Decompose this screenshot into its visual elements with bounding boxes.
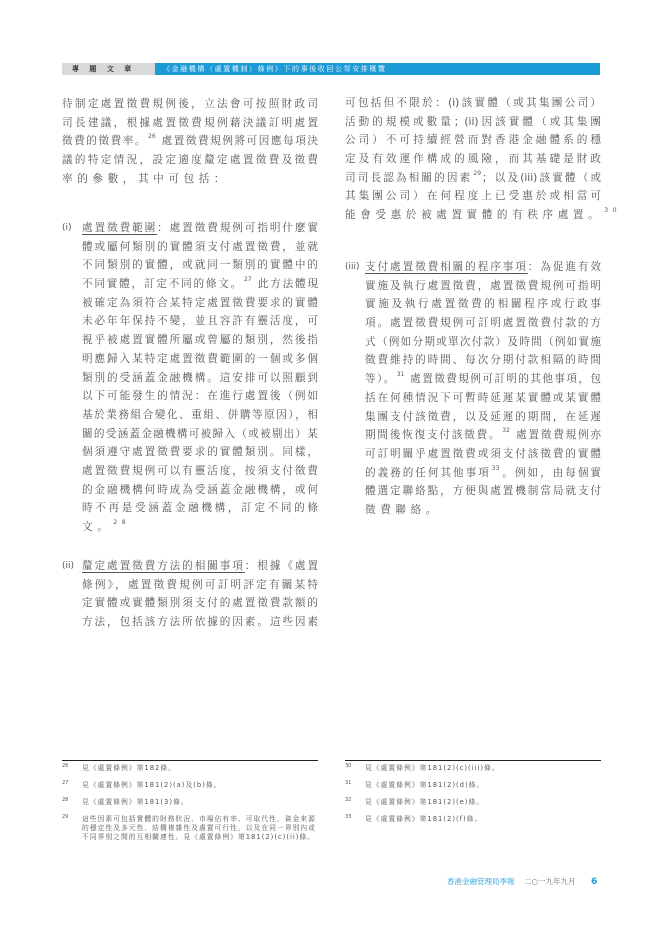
text-line [365, 445, 601, 464]
text-line [345, 206, 622, 225]
line-text: 類別的受涵蓋金融機構。這安排可以照顧到 [82, 371, 318, 384]
line-text: ：為促進有效 [527, 261, 602, 273]
line-text: 關的受涵蓋金融機構可被歸入（或被剔出）某 [82, 427, 318, 440]
footnote [345, 815, 601, 824]
text-line [82, 576, 318, 595]
item-heading: 釐定處置徵費方法的相關事項 [82, 560, 245, 572]
line-text: 括在何種情況下可暫時延遲某實體或某實體 [365, 391, 601, 404]
footnote-ref: 29 [473, 169, 482, 177]
section-tag: 專 題 文 章 [62, 63, 155, 75]
text-line [365, 482, 601, 501]
line-text: 實施及執行處置徵費的相關程序或行政事 [365, 298, 601, 311]
text-line [82, 406, 318, 425]
text-line [82, 594, 318, 613]
footnote-ref: 31 [396, 371, 405, 379]
item-label: (i) [62, 223, 72, 233]
line-text: 式（例如分期或單次付款）及時間（例如實施 [365, 335, 601, 348]
text-line [82, 350, 318, 369]
line-text: 公司）不可持續經營而對香港金融體系的穩 [345, 134, 601, 147]
text-line [82, 443, 318, 462]
line-text: 方法，包括該方法所依據的因素。這些因素 [82, 616, 318, 629]
line-text: 體選定聯絡點，方便與處置機制當局就支付 [365, 485, 601, 498]
line-text: 活動的規模或數量；(ii)因該實體（或其集團 [345, 115, 601, 128]
text-line [365, 389, 601, 408]
text-line [82, 387, 318, 406]
line-text: 能會受惠於被處置實體的有秩序處置。 [345, 209, 604, 222]
line-text: 以下可能發生的情況：在進行處置後（例如 [82, 390, 318, 403]
text-line [82, 238, 318, 257]
text-line [82, 462, 318, 481]
text-line [365, 333, 601, 352]
footnote [62, 764, 318, 773]
text-line [82, 369, 318, 388]
text-line [365, 351, 601, 370]
footnote-number: 31 [345, 780, 352, 786]
line-text: ；以及(iii)該實體（或 [482, 171, 601, 184]
text-line [365, 295, 601, 314]
line-text: 個須遵守處置徵費要求的實體類別。同樣， [82, 446, 318, 459]
footnote [345, 781, 601, 790]
footnote-text: 見《處置條例》第181(2)(c)(iii)條。 [365, 764, 500, 772]
line-text: 定實體或實體類別須支付的處置徵費款額的 [82, 597, 318, 610]
line-text: 實施及執行處置徵費，處置徵費規例可指明 [365, 279, 601, 292]
line-text: 徵費維持的時間、每次分期付款相隔的時間 [365, 354, 601, 367]
page-number: 6 [591, 877, 598, 887]
line-text: 處置徵費規例亦 [510, 429, 602, 442]
line-text: 期間後恢復支付該徵費。 [365, 429, 502, 442]
item-heading: 支付處置徵費相關的程序事項 [365, 261, 528, 273]
footnote-text: 見《處置條例》第181(2)(e)條。 [365, 798, 485, 806]
right-continuation [345, 94, 622, 225]
line-text: 可訂明關乎處置徵費或須支付該徵費的實體 [365, 447, 601, 460]
text-line [62, 114, 318, 133]
text-line [365, 408, 601, 427]
text-line [62, 132, 318, 151]
text-line [82, 613, 318, 632]
text-line [82, 557, 318, 576]
line-text: 視乎被處置實體所屬或曾屬的類別，然後指 [82, 334, 318, 347]
footnote-ref: 30 [604, 207, 622, 215]
footnote-rule-left [62, 760, 318, 761]
text-line [345, 94, 601, 113]
footnote-ref: 27 [244, 276, 252, 284]
footnote-number: 28 [62, 797, 69, 803]
line-text: 徵費聯絡。 [365, 503, 441, 516]
line-text: 其集團公司）在何程度上已受惠於或相當可 [345, 190, 601, 203]
text-line [62, 170, 318, 189]
item-ii [62, 557, 318, 632]
line-text: 集團支付該徵費，以及延遲的期間，在延遲 [365, 410, 601, 423]
line-text: 司司長認為相關的因素 [345, 171, 473, 184]
footnote-ref: 32 [502, 427, 510, 435]
line-text: 處置徵費規例可訂明的其他事項，包 [405, 373, 601, 386]
footnote-text: 見《處置條例》第181(3)條。 [82, 798, 189, 806]
line-text: 率的參數，其中可包括： [62, 172, 230, 185]
item-iii [345, 258, 601, 520]
footnote [345, 764, 601, 773]
line-text: 基於業務組合變化、重組、併購等原因），相 [82, 408, 318, 421]
text-line [62, 95, 318, 114]
footnote-ref: 28 [113, 519, 131, 526]
text-line [82, 275, 318, 294]
line-text: 處置徵費規例可以有靈活度，按須支付徵費 [82, 464, 318, 477]
text-line [365, 277, 601, 296]
footnote-text: 見《處置條例》第182條。 [82, 764, 176, 772]
line-text: 司長建議，根據處置徵費規例藉決議訂明處置 [62, 116, 318, 129]
text-line [345, 150, 601, 169]
line-text: 時不再是受涵蓋金融機構，訂定不同的條 [82, 502, 318, 515]
line-text: 體或屬何類別的實體須支付處置徵費，並就 [82, 240, 318, 253]
line-text: 不同類別的實體，或就同一類別的實體中的 [82, 259, 318, 272]
text-line [365, 258, 601, 277]
line-text: 可包括但不限於：(i)該實體（或其集團公司） [345, 97, 601, 109]
footnote-ref: 33 [491, 464, 500, 472]
line-text: 文。 [82, 521, 113, 533]
text-line [365, 464, 601, 483]
footnote-number: 30 [345, 763, 352, 769]
footnote-ref: 26 [148, 133, 156, 141]
line-text: 議的特定情況，設定適度釐定處置徵費及徵費 [62, 154, 318, 167]
line-text: 此方法體現 [252, 278, 318, 291]
text-line [82, 331, 318, 350]
text-line [82, 219, 318, 238]
text-line [82, 518, 318, 537]
line-text: 項。處置徵費規例可訂明處置徵費付款的方 [365, 317, 601, 330]
line-text: ：處置徵費規例可指明什麼實 [157, 222, 319, 234]
footnote [62, 781, 318, 790]
line-text: 待制定處置徵費規例後，立法會可按照財政司 [62, 98, 318, 110]
item-heading: 處置徵費範圍 [82, 222, 158, 234]
text-line [365, 314, 601, 333]
text-line [365, 370, 601, 389]
footer-date: 二○一九年九月 [524, 877, 576, 886]
text-line [365, 501, 601, 520]
footnote-text: 見《處置條例》第181(2)(d)條。 [365, 781, 485, 789]
item-i [62, 219, 318, 537]
item-body [365, 258, 601, 520]
line-text: 。例如，由每個實 [500, 466, 602, 479]
footnote [62, 815, 318, 842]
line-text: 條例》，處置徵費規例可訂明評定有關某特 [82, 578, 318, 591]
line-text: 定及有效運作構成的風險，而其基礎是財政 [345, 153, 601, 166]
line-text: 處置徵費規例將可因應每項決 [156, 135, 318, 148]
footnote-text: 見《處置條例》第181(2)(f)條。 [365, 815, 483, 823]
text-line [82, 425, 318, 444]
text-line [62, 151, 318, 170]
item-label: (ii) [62, 561, 75, 571]
footnote-number: 33 [345, 814, 352, 820]
text-line [345, 131, 601, 150]
line-text: 等）。 [365, 373, 396, 386]
line-text: 徵費的徵費率。 [62, 135, 148, 148]
line-text: ：根據《處置 [244, 560, 319, 572]
text-line [365, 426, 601, 445]
text-line [82, 499, 318, 518]
text-line [82, 312, 318, 331]
footnote-number: 32 [345, 797, 352, 803]
footnote-number: 29 [62, 814, 69, 820]
footnote-text: 見《處置條例》第181(2)(a)及(b)條。 [82, 781, 222, 789]
line-text: 的義務的任何其他事項 [365, 466, 491, 479]
line-text: 明應歸入某特定處置徵費範圍的一個或多個 [82, 352, 318, 365]
left-intro [62, 95, 318, 188]
item-label: (iii) [345, 262, 360, 272]
line-text: 的金融機構何時成為受涵蓋金融機構，或何 [82, 483, 318, 496]
item-body [82, 557, 318, 632]
text-line [345, 169, 601, 188]
line-text: 不同實體，訂定不同的條文。 [82, 278, 244, 291]
text-line [82, 256, 318, 275]
footer-publication: 香港金融管理局季報 [447, 877, 515, 886]
footnote-text: 這些因素可包括實體的財務狀況、市場佔有率、可取代性、資金來源的穩定性及多元性、結構複雜性及處置可行性，以及在同一界別內或不同界別之間的互相關連性。見《處置條例》第181(2)(c)(ii)條。 [82, 815, 316, 841]
footnote-number: 27 [62, 780, 69, 786]
footnote [62, 798, 318, 807]
footnote-rule-right [345, 760, 601, 761]
item-body [82, 219, 318, 537]
text-line [82, 481, 318, 500]
text-line [345, 187, 601, 206]
line-text: 被確定為須符合某特定處置徵費要求的實體 [82, 296, 318, 309]
footnote-number: 26 [62, 763, 69, 769]
article-title-bar: 《金融機構（處置機制）條例》下的事後收回公帑安排概覽 [155, 63, 600, 75]
text-line [82, 294, 318, 313]
text-line [345, 113, 601, 132]
line-text: 未必年年保持不變，並且容許有靈活度，可 [82, 315, 318, 328]
footnote [345, 798, 601, 807]
